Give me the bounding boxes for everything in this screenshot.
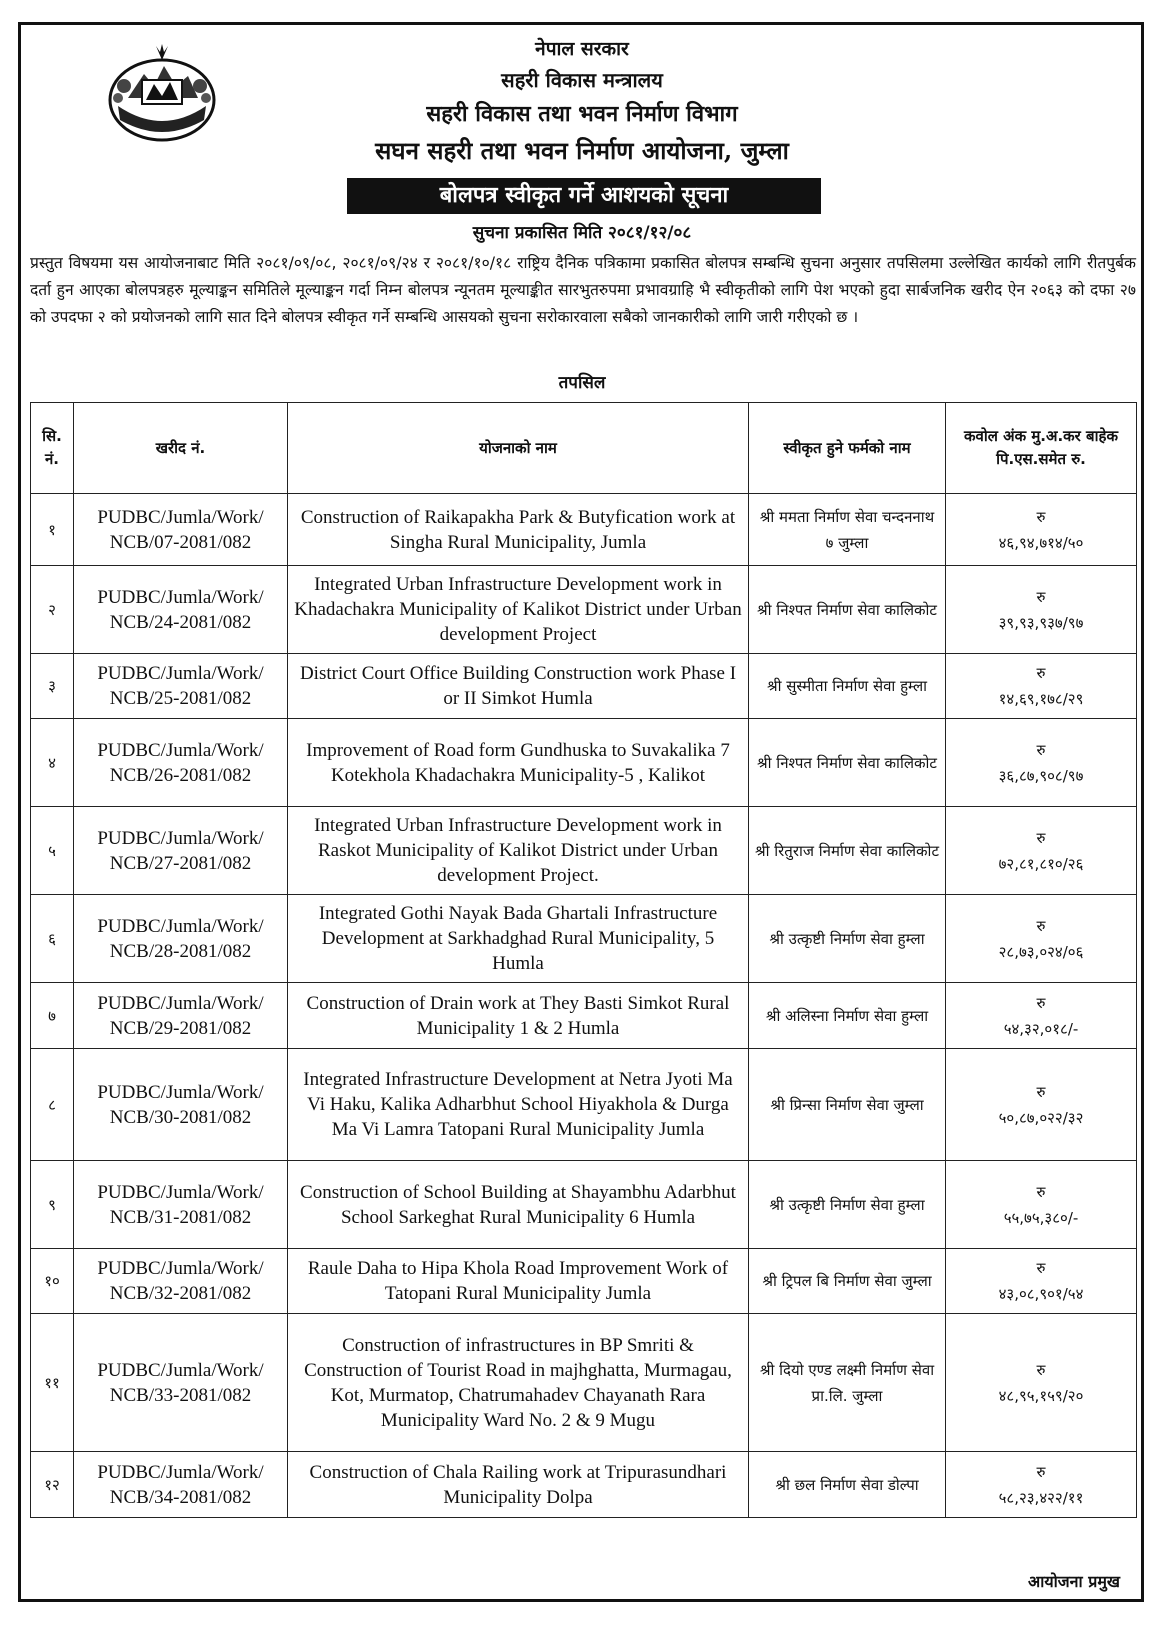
cell-firm-name: श्री रितुराज निर्माण सेवा कालिकोट [749,807,946,895]
cell-sn: ५ [31,807,74,895]
cell-project-name: Construction of Raikapakha Park & Butyfication work at Singha Rural Municipality, Jumla [288,494,749,566]
table-row [31,1452,1137,1518]
government-name: नेपाल सरकार [535,38,629,60]
amount-value: ७२,८१,८१०/२६ [998,854,1084,873]
cell-project-name: Integrated Gothi Nayak Bada Ghartali Infrastructure Development at Sarkhadghad Rural Municipality, 5 Humla [288,895,749,983]
currency-label: रु [1036,740,1046,759]
currency-label: रु [1036,587,1046,606]
table-row [31,1049,1137,1161]
cell-sn: ११ [31,1314,74,1452]
table-row [31,654,1137,719]
currency-label: रु [1036,1082,1046,1101]
cell-procurement-no: PUDBC/Jumla/Work/ NCB/24-2081/082 [74,566,288,654]
table-row [31,566,1137,654]
table-header-row [31,403,1137,494]
cell-procurement-no: PUDBC/Jumla/Work/ NCB/25-2081/082 [74,654,288,719]
table-row [31,494,1137,566]
cell-project-name: Raule Daha to Hipa Khola Road Improvement Work of Tatopani Rural Municipality Jumla [288,1249,749,1314]
table-row [31,1249,1137,1314]
intro-paragraph: प्रस्तुत विषयमा यस आयोजनाबाट मिति २०८१/०९/०८, २०८१/०९/२४ र २०८१/१०/१८ राष्ट्रिय दैनिक पत्रिकामा प्रकासित बोलपत्र सम्बन्धि सुचना अनुसार तपसिलमा उल्लेखित कार्यको लागि रीतपुर्बक दर्ता हुन आएका बोलपत्रहरु मूल्याङ्कन समितिले मूल्याङ्कन गर्दा निम्न बोलपत्र न्यूनतम मूल्याङ्कीत सारभुतरुपमा प्रभावग्राहि भै स्वीकृतीको लागि पेश भएको हुदा सार्बजनिक खरीद ऐन २०६३ को दफा २७ को उपदफा २ को प्रयोजनको लागि सात दिने बोलपत्र स्वीकृत गर्ने सम्बन्धि आसयको सुचना सरोकारवाला सबैको जानकारीको लागि जारी गरीएको छ । [30,254,1136,326]
cell-sn: ७ [31,983,74,1049]
cell-firm-name: श्री निश्पत निर्माण सेवा कालिकोट [749,719,946,807]
cell-procurement-no: PUDBC/Jumla/Work/ NCB/27-2081/082 [74,807,288,895]
amount-value: ३९,९३,९३७/९७ [998,613,1084,632]
header [250,34,914,170]
cell-firm-name: श्री सुस्मीता निर्माण सेवा हुम्ला [749,654,946,719]
cell-amount [946,1314,1137,1452]
publication-date: सुचना प्रकासित मिति २०८१/१२/०८ [472,223,692,243]
cell-amount [946,983,1137,1049]
cell-amount [946,566,1137,654]
cell-procurement-no: PUDBC/Jumla/Work/ NCB/32-2081/082 [74,1249,288,1314]
col-header-amount: कवोल अंक मु.अ.कर बाहेक पि.एस.समेत रु. [946,403,1137,494]
cell-firm-name: श्री निश्पत निर्माण सेवा कालिकोट [749,566,946,654]
cell-procurement-no: PUDBC/Jumla/Work/ NCB/29-2081/082 [74,983,288,1049]
cell-sn: २ [31,566,74,654]
cell-firm-name: श्री प्रिन्सा निर्माण सेवा जुम्ला [749,1049,946,1161]
schedule-title: तपसिल [558,373,606,393]
cell-amount [946,719,1137,807]
cell-project-name: Integrated Infrastructure Development at Netra Jyoti Ma Vi Haku, Kalika Adharbhut School Hiyakhola & Durga Ma Vi Lamra Tatopani Rural Municipality Jumla [288,1049,749,1161]
cell-project-name: District Court Office Building Construction work Phase I or II Simkot Humla [288,654,749,719]
cell-project-name: Improvement of Road form Gundhuska to Suvakalika 7 Kotekhola Khadachakra Municipality-5 , Kalikot [288,719,749,807]
table-row [31,895,1137,983]
cell-procurement-no: PUDBC/Jumla/Work/ NCB/30-2081/082 [74,1049,288,1161]
amount-value: ५५,७५,३८०/- [1003,1208,1079,1227]
cell-project-name: Construction of Chala Railing work at Tripurasundhari Municipality Dolpa [288,1452,749,1518]
cell-sn: १२ [31,1452,74,1518]
cell-amount [946,1249,1137,1314]
amount-value: २८,७३,०२४/०६ [998,942,1084,961]
amount-value: ४३,०८,९०१/५४ [998,1285,1084,1303]
col-header-firm-name: स्वीकृत हुने फर्मको नाम [749,403,946,494]
table-row [31,1161,1137,1249]
col-header-sn: सि. नं. [31,403,74,494]
cell-project-name: Integrated Urban Infrastructure Development work in Khadachakra Municipality of Kalikot District under Urban development Project [288,566,749,654]
project-office-name: सघन सहरी तथा भवन निर्माण आयोजना, जुम्ला [375,136,789,165]
cell-firm-name: श्री ममता निर्माण सेवा चन्दननाथ ७ जुम्ला [749,494,946,566]
cell-sn: १० [31,1249,74,1314]
department-name: सहरी विकास तथा भवन निर्माण विभाग [426,101,738,127]
amount-value: ५०,८७,०२२/३२ [998,1108,1084,1127]
col-header-project-name: योजनाको नाम [288,403,749,494]
nepal-government-emblem-icon [104,40,220,146]
currency-label: रु [1036,916,1046,935]
cell-sn: ८ [31,1049,74,1161]
cell-firm-name: श्री अलिस्ना निर्माण सेवा हुम्ला [749,983,946,1049]
cell-amount [946,1452,1137,1518]
cell-firm-name: श्री उत्कृष्टी निर्माण सेवा हुम्ला [749,895,946,983]
currency-label: रु [1036,1360,1046,1379]
cell-project-name: Construction of Drain work at They Basti Simkot Rural Municipality 1 & 2 Humla [288,983,749,1049]
cell-procurement-no: PUDBC/Jumla/Work/ NCB/07-2081/082 [74,494,288,566]
amount-value: ५४,३२,०१८/- [1003,1019,1079,1038]
cell-procurement-no: PUDBC/Jumla/Work/ NCB/34-2081/082 [74,1452,288,1518]
cell-amount [946,1161,1137,1249]
cell-procurement-no: PUDBC/Jumla/Work/ NCB/31-2081/082 [74,1161,288,1249]
cell-procurement-no: PUDBC/Jumla/Work/ NCB/33-2081/082 [74,1314,288,1452]
table-row [31,807,1137,895]
cell-amount [946,654,1137,719]
cell-firm-name: श्री उत्कृष्टी निर्माण सेवा हुम्ला [749,1161,946,1249]
cell-sn: १ [31,494,74,566]
cell-procurement-no: PUDBC/Jumla/Work/ NCB/28-2081/082 [74,895,288,983]
cell-firm-name: श्री ट्रिपल बि निर्माण सेवा जुम्ला [749,1249,946,1314]
table-row [31,1314,1137,1452]
amount-value: ४६,९४,७१४/५० [998,533,1084,552]
cell-project-name: Construction of infrastructures in BP Smriti & Construction of Tourist Road in majhghatta, Murmagau, Kot, Murmatop, Chatrumahadev Chayanath Rara Municipality Ward No. 2 & 9 Mugu [288,1314,749,1452]
amount-value: ४८,९५,१५९/२० [998,1386,1084,1405]
table-row [31,719,1137,807]
cell-sn: ६ [31,895,74,983]
amount-value: १४,६९,१७८/२९ [998,690,1084,708]
cell-firm-name: श्री दियो एण्ड लक्ष्मी निर्माण सेवा प्रा.लि. जुम्ला [749,1314,946,1452]
currency-label: रु [1036,507,1046,526]
ministry-name: सहरी विकास मन्त्रालय [501,68,663,92]
signatory-title: आयोजना प्रमुख [1027,1572,1120,1591]
currency-label: रु [1036,1182,1046,1201]
amount-value: ५८,२३,४२२/११ [998,1488,1084,1507]
cell-procurement-no: PUDBC/Jumla/Work/ NCB/26-2081/082 [74,719,288,807]
currency-label: रु [1036,1462,1046,1481]
currency-label: रु [1036,664,1046,682]
cell-project-name: Construction of School Building at Shayambhu Adarbhut School Sarkeghat Rural Municipality 6 Humla [288,1161,749,1249]
cell-sn: ३ [31,654,74,719]
awards-table [30,402,1137,1518]
cell-amount [946,1049,1137,1161]
currency-label: रु [1036,1259,1046,1277]
currency-label: रु [1036,993,1046,1012]
cell-sn: ९ [31,1161,74,1249]
cell-amount [946,807,1137,895]
notice-title-banner: बोलपत्र स्वीकृत गर्ने आशयको सूचना [347,178,821,214]
cell-firm-name: श्री छल निर्माण सेवा डोल्पा [749,1452,946,1518]
cell-project-name: Integrated Urban Infrastructure Development work in Raskot Municipality of Kalikot District under Urban development Project. [288,807,749,895]
cell-amount [946,494,1137,566]
table-row [31,983,1137,1049]
cell-amount [946,895,1137,983]
currency-label: रु [1036,828,1046,847]
amount-value: ३६,८७,९०८/९७ [998,766,1084,785]
cell-sn: ४ [31,719,74,807]
col-header-procurement-no: खरीद नं. [74,403,288,494]
